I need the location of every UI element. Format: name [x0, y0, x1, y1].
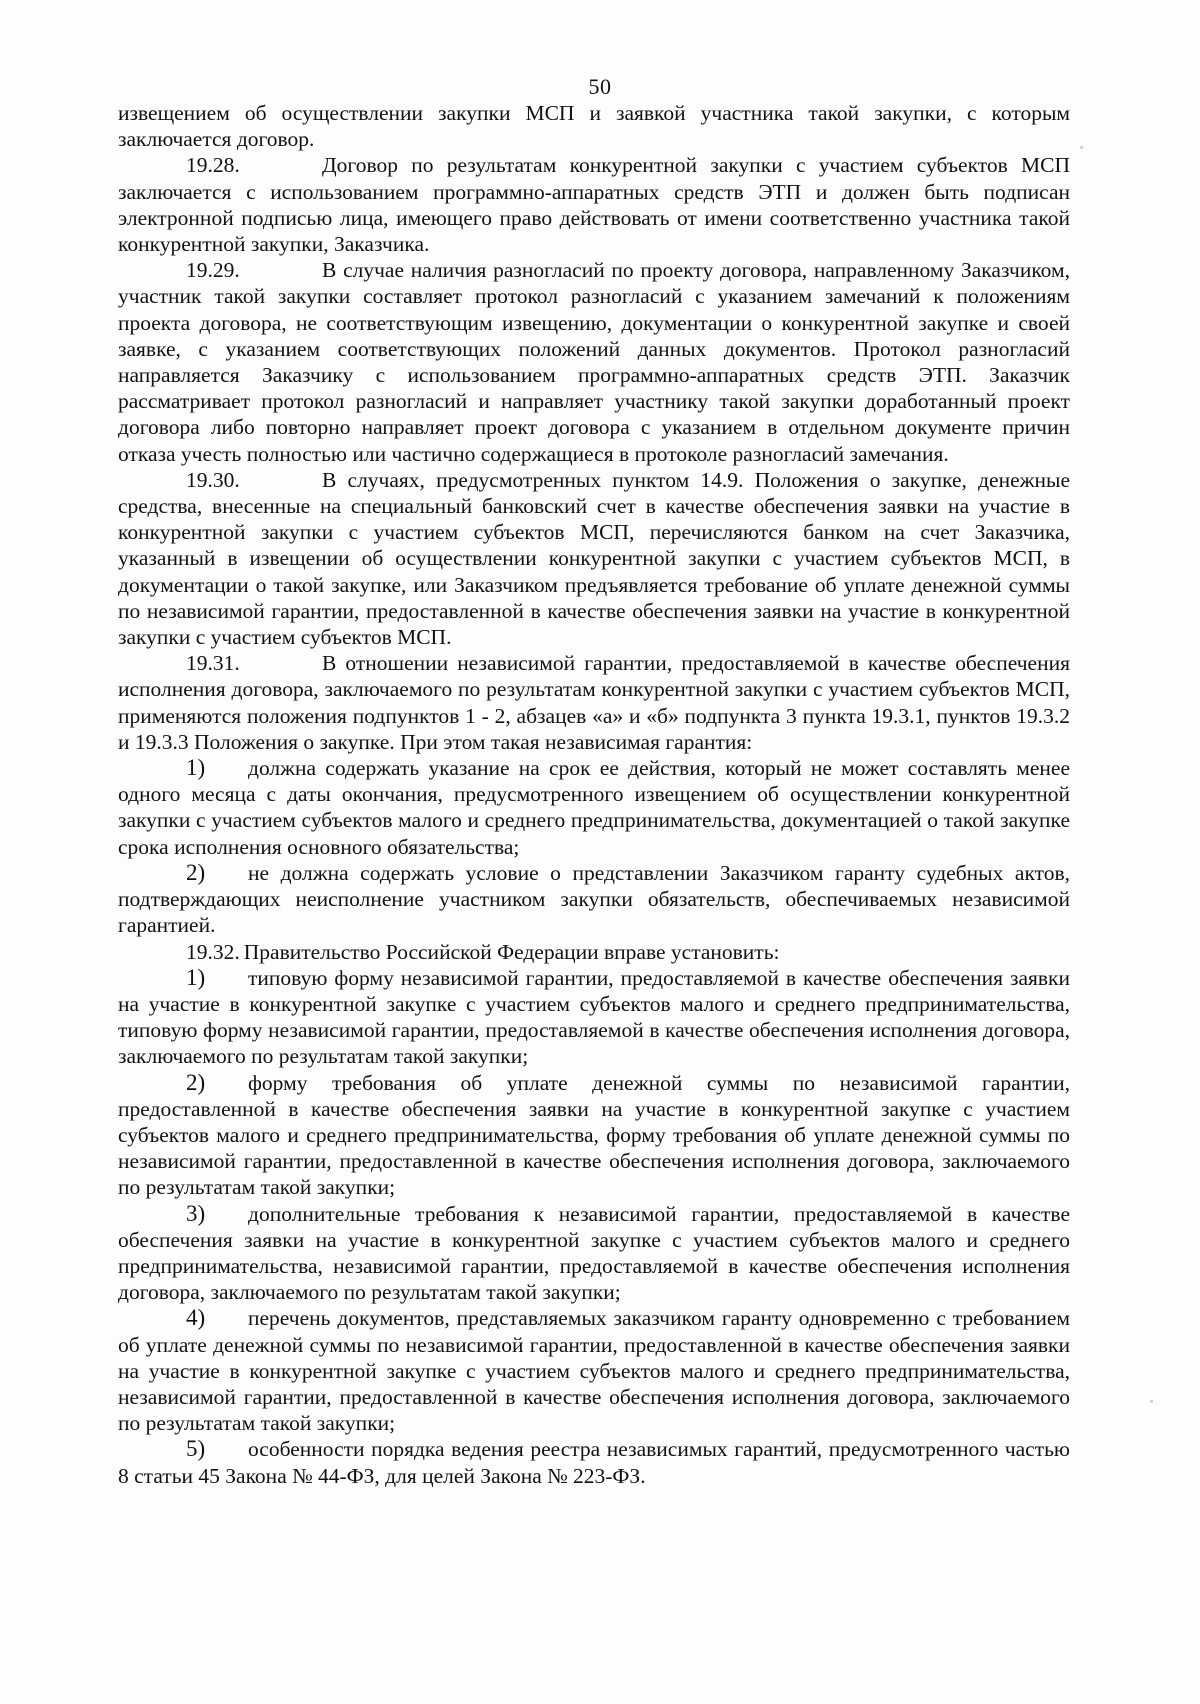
clause-19-28 [118, 152, 1070, 257]
item-number: 5) [186, 1436, 206, 1462]
intro-paragraph: извещением об осуществлении закупки МСП и заявкой участника такой закупки, с которым заключается договор. [118, 101, 1070, 152]
item-text: особенности порядка ведения реестра независимых гарантий, предусмотренного частью 8 статьи 45 Закона № 44-ФЗ, для целей Закона № 223-ФЗ. [118, 1437, 1070, 1488]
item-text: дополнительные требования к независимой гарантии, предоставляемой в качестве обеспечения заявки на участие в конкурентной закупке с участием субъектов малого и среднего предпринимательства, независимой гарантии, предоставляемой в качестве обеспечения исполнения договора, заключаемого по результатам такой закупки; [118, 1201, 1070, 1305]
clause-text: В случаях, предусмотренных пунктом 14.9. Положения о закупке, денежные средства, внесенные на специальный банковский счет в качестве обеспечения заявки на участие в конкурентной закупки с участием субъектов МСП, перечисляются банком на счет Заказчика, указанный в извещении об осуществлении конкурентной закупки с участием субъектов МСП, в документации о такой закупке, или Заказчиком предъявляется требование об уплате денежной суммы по независимой гарантии, предоставленной в качестве обеспечения заявки на участие в конкурентной закупки с участием субъектов МСП. [118, 467, 1070, 650]
clause-text: Правительство Российской Федерации вправе установить: [243, 939, 780, 964]
scan-speck [1080, 146, 1083, 149]
clause-number: 19.29. [186, 258, 240, 283]
clause-text: Договор по результатам конкурентной закупки с участием субъектов МСП заключается с использованием программно-аппаратных средств ЭТП и должен быть подписан электронной подписью лица, имеющего право действовать от имени соответственно участника такой конкурентной закупки, Заказчика. [118, 153, 1070, 257]
clause-19-31 [118, 650, 1070, 755]
item-number: 2) [186, 859, 206, 885]
clause-number: 19.32. [186, 939, 240, 964]
item-text: должна содержать указание на срок ее действия, который не может составлять менее одного месяца с даты окончания, предусмотренного извещением об осуществлении конкурентной закупки с участием субъектов малого и среднего предпринимательства, документацией о такой закупке срока исполнения основного обязательства; [118, 756, 1070, 859]
clause-19-29 [118, 257, 1070, 467]
item-text: не должна содержать условие о представлении Заказчиком гаранту судебных актов, подтверждающих неисполнение участником закупки обязательств, обеспечиваемых независимой гарантией. [118, 860, 1070, 938]
item-number: 2) [186, 1069, 206, 1095]
document-body [118, 100, 1070, 1489]
item-number: 1) [186, 755, 206, 781]
clause-number: 19.30. [186, 467, 240, 492]
item-number: 4) [186, 1305, 206, 1331]
scan-speck [1150, 1400, 1153, 1403]
clause-number: 19.28. [186, 153, 240, 178]
item-text: типовую форму независимой гарантии, предоставляемой в качестве обеспечения заявки на участие в конкурентной закупке с участием субъектов малого и среднего предпринимательства, типовую форму независимой гарантии, предоставляемой в качестве обеспечения исполнения договора, заключаемого по результатам такой закупки; [118, 965, 1070, 1069]
item-text: перечень документов, представляемых заказчиком гаранту одновременно с требованием об уплате денежной суммы по независимой гарантии, предоставленной в качестве обеспечения заявки на участие в конкурентной закупке с участием субъектов малого и среднего предпринимательства, независимой гарантии, предоставленной в качестве обеспечения исполнения договора, заключаемого по результатам такой закупки; [118, 1306, 1070, 1436]
list-item [118, 1305, 1070, 1436]
list-item [118, 860, 1070, 939]
clause-text: В случае наличия разногласий по проекту договора, направленному Заказчиком, участник такой закупки составляет протокол разногласий с указанием замечаний к положениям проекта договора, не соответствующим извещению, документации о конкурентной закупке и своей заявке, с указанием соответствующих положений данных документов. Протокол разногласий направляется Заказчику с использованием программно-аппаратных средств ЭТП. Заказчик рассматривает протокол разногласий и направляет участнику такой закупки доработанный проект договора либо повторно направляет проект договора с указанием в отдельном документе причин отказа учесть полностью или частично содержащиеся в протоколе разногласий замечания. [118, 258, 1070, 466]
list-item [118, 1201, 1070, 1306]
item-text: форму требования об уплате денежной суммы по независимой гарантии, предоставленной в качестве обеспечения заявки на участие в конкурентной закупке с участием субъектов малого и среднего предпринимательства, форму требования об уплате денежной суммы по независимой гарантии, предоставленной в качестве обеспечения исполнения договора, заключаемого по результатам такой закупки; [118, 1070, 1070, 1200]
item-number: 3) [186, 1200, 206, 1226]
list-item [118, 1436, 1070, 1488]
clause-text: В отношении независимой гарантии, предоставляемой в качестве обеспечения исполнения договора, заключаемого по результатам конкурентной закупки с участием субъектов МСП, применяются положения подпунктов 1 - 2, абзацев «а» и «б» подпункта 3 пункта 19.3.1, пунктов 19.3.2 и 19.3.3 Положения о закупке. При этом такая независимая гарантия: [118, 651, 1070, 754]
clause-19-30 [118, 467, 1070, 650]
list-item [118, 1070, 1070, 1201]
list-item [118, 755, 1070, 860]
page-number: 50 [588, 74, 612, 99]
clause-number: 19.31. [186, 651, 240, 676]
list-item [118, 965, 1070, 1070]
clause-19-32 [118, 939, 1070, 965]
item-number: 1) [186, 964, 206, 990]
